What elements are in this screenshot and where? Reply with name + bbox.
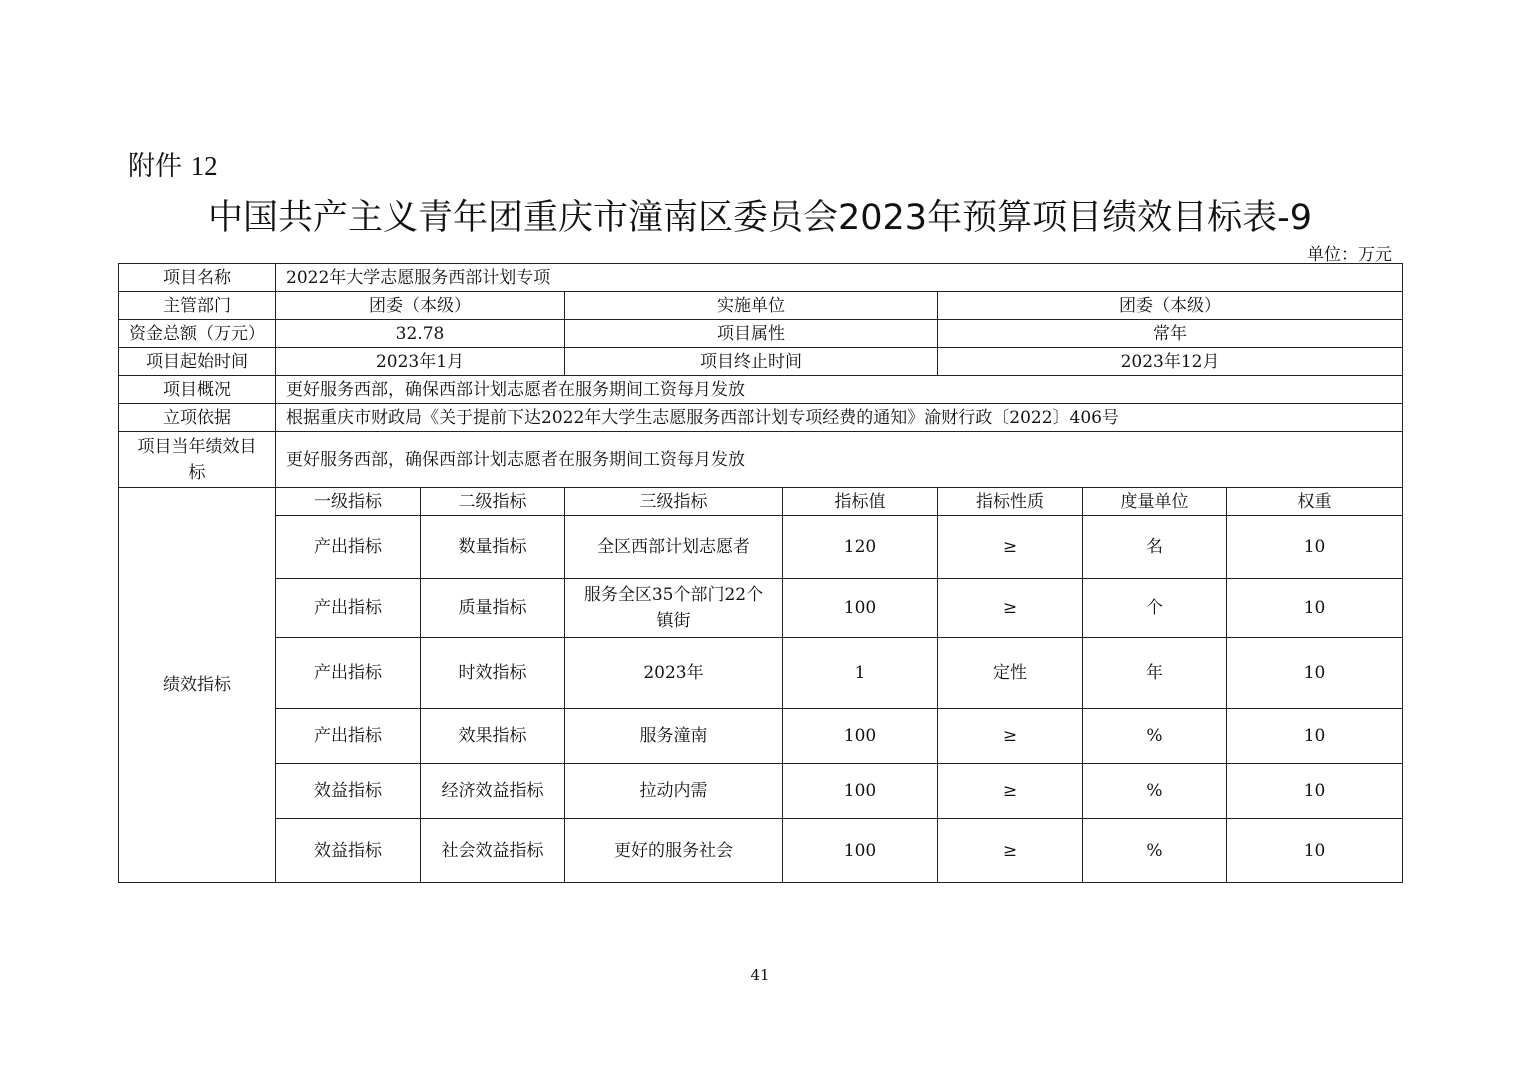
basis-label: 立项依据 — [119, 404, 276, 432]
attachment-number: 12 — [190, 151, 218, 181]
indicator-row — [119, 516, 1403, 579]
page-number: 41 — [750, 966, 770, 984]
header-cell: 三级指标 — [565, 488, 783, 516]
goal-value: 更好服务西部，确保西部计划志愿者在服务期间工资每月发放 — [276, 432, 1403, 488]
indicator-cell: ≥ — [938, 516, 1083, 579]
indicator-cell: 经济效益指标 — [421, 764, 565, 819]
performance-table — [118, 263, 1403, 883]
row-time — [119, 348, 1403, 376]
attr-value: 常年 — [938, 320, 1403, 348]
end-label: 项目终止时间 — [565, 348, 938, 376]
indicator-row — [119, 638, 1403, 709]
indicator-cell: 10 — [1227, 709, 1403, 764]
indicator-cell: 10 — [1227, 764, 1403, 819]
indicator-cell: 10 — [1227, 516, 1403, 579]
row-basis — [119, 404, 1403, 432]
indicator-cell: 10 — [1227, 579, 1403, 638]
indicator-cell: 效益指标 — [276, 819, 421, 883]
goal-label: 项目当年绩效目标 — [119, 432, 276, 488]
indicator-header-row — [119, 488, 1403, 516]
indicator-cell: 效果指标 — [421, 709, 565, 764]
indicator-cell: ≥ — [938, 709, 1083, 764]
indicator-cell: 时效指标 — [421, 638, 565, 709]
indicator-cell: 100 — [783, 709, 938, 764]
overview-value: 更好服务西部，确保西部计划志愿者在服务期间工资每月发放 — [276, 376, 1403, 404]
indicators-section-label: 绩效指标 — [119, 488, 276, 883]
overview-label: 项目概况 — [119, 376, 276, 404]
impl-label: 实施单位 — [565, 292, 938, 320]
row-dept — [119, 292, 1403, 320]
end-value: 2023年12月 — [938, 348, 1403, 376]
indicator-cell: 更好的服务社会 — [565, 819, 783, 883]
header-cell: 二级指标 — [421, 488, 565, 516]
indicator-cell: ≥ — [938, 819, 1083, 883]
header-cell: 权重 — [1227, 488, 1403, 516]
row-overview — [119, 376, 1403, 404]
indicator-cell: 120 — [783, 516, 938, 579]
indicator-cell: 100 — [783, 579, 938, 638]
header-cell: 一级指标 — [276, 488, 421, 516]
indicator-cell: 2023年 — [565, 638, 783, 709]
attachment-label — [128, 144, 218, 183]
project-name-label: 项目名称 — [119, 264, 276, 292]
indicator-cell: 服务全区35个部门22个镇街 — [565, 579, 783, 638]
indicator-cell: 服务潼南 — [565, 709, 783, 764]
impl-value: 团委（本级） — [938, 292, 1403, 320]
indicator-cell: 全区西部计划志愿者 — [565, 516, 783, 579]
indicator-cell: ≥ — [938, 579, 1083, 638]
row-goal — [119, 432, 1403, 488]
project-name-value: 2022年大学志愿服务西部计划专项 — [276, 264, 1403, 292]
indicator-row — [119, 764, 1403, 819]
header-cell: 指标性质 — [938, 488, 1083, 516]
attachment-word: 附件 — [128, 151, 182, 182]
header-cell: 度量单位 — [1083, 488, 1227, 516]
indicator-cell: 定性 — [938, 638, 1083, 709]
indicator-cell: 拉动内需 — [565, 764, 783, 819]
page-title: 中国共产主义青年团重庆市潼南区委员会2023年预算项目绩效目标表-9 — [208, 198, 1312, 238]
indicator-cell: 产出指标 — [276, 579, 421, 638]
indicator-cell: % — [1083, 819, 1227, 883]
dept-label: 主管部门 — [119, 292, 276, 320]
unit-label: 单位：万元 — [1307, 245, 1392, 265]
indicator-row — [119, 709, 1403, 764]
indicator-cell: % — [1083, 709, 1227, 764]
indicator-cell: 名 — [1083, 516, 1227, 579]
dept-value: 团委（本级） — [276, 292, 565, 320]
indicator-cell: 社会效益指标 — [421, 819, 565, 883]
indicator-cell: % — [1083, 764, 1227, 819]
indicator-cell: ≥ — [938, 764, 1083, 819]
indicator-cell: 产出指标 — [276, 516, 421, 579]
funds-label: 资金总额（万元） — [119, 320, 276, 348]
indicator-cell: 数量指标 — [421, 516, 565, 579]
indicator-cell: 产出指标 — [276, 709, 421, 764]
indicator-cell: 质量指标 — [421, 579, 565, 638]
indicator-cell: 年 — [1083, 638, 1227, 709]
basis-value: 根据重庆市财政局《关于提前下达2022年大学生志愿服务西部计划专项经费的通知》渝财行政〔2022〕406号 — [276, 404, 1403, 432]
start-value: 2023年1月 — [276, 348, 565, 376]
row-funds — [119, 320, 1403, 348]
indicator-cell: 100 — [783, 764, 938, 819]
attr-label: 项目属性 — [565, 320, 938, 348]
indicator-cell: 10 — [1227, 819, 1403, 883]
funds-value: 32.78 — [276, 320, 565, 348]
indicator-row — [119, 819, 1403, 883]
indicator-row — [119, 579, 1403, 638]
indicator-cell: 个 — [1083, 579, 1227, 638]
indicator-cell: 效益指标 — [276, 764, 421, 819]
indicator-cell: 1 — [783, 638, 938, 709]
indicator-cell: 10 — [1227, 638, 1403, 709]
row-project-name — [119, 264, 1403, 292]
indicator-cell: 产出指标 — [276, 638, 421, 709]
start-label: 项目起始时间 — [119, 348, 276, 376]
header-cell: 指标值 — [783, 488, 938, 516]
indicator-cell: 100 — [783, 819, 938, 883]
